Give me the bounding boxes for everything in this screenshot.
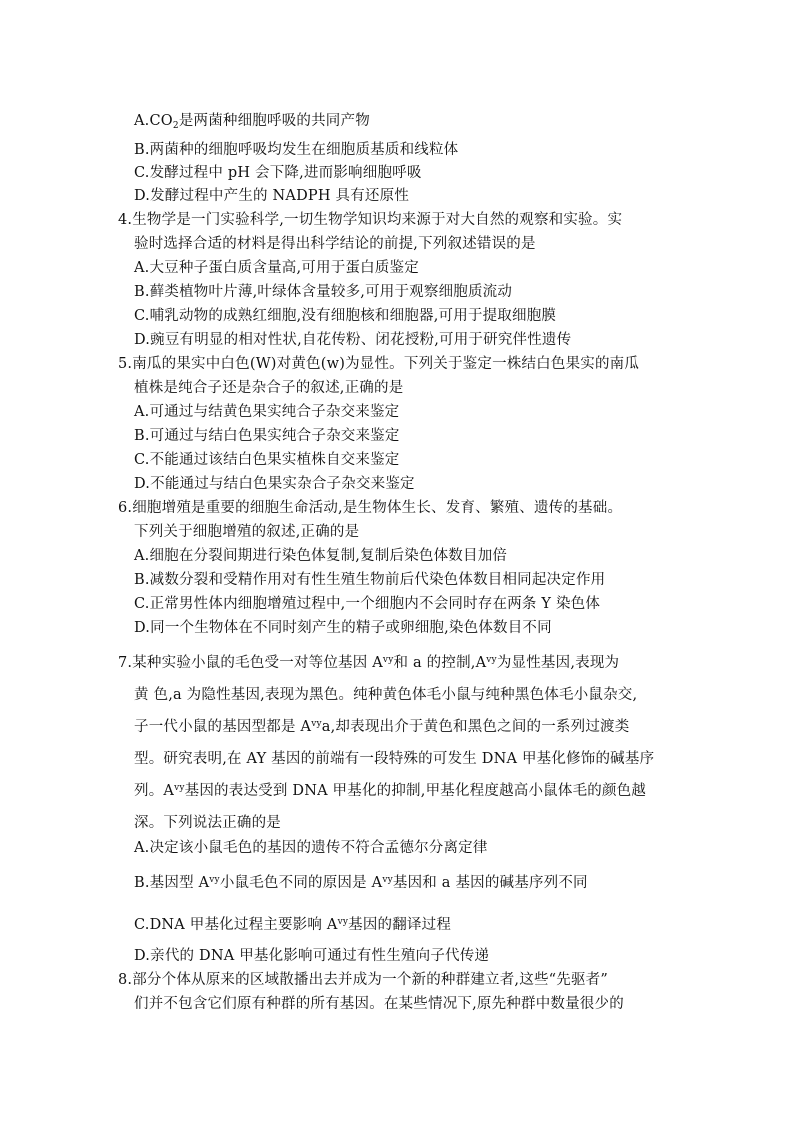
q6-option-b: B.减数分裂和受精作用对有性生殖生物前后代染色体数目相同起决定作用 [134,572,606,588]
q4-option-d: D.豌豆有明显的相对性状,自花传粉、闭花授粉,可用于研究伴性遗传 [134,332,572,348]
q4-stem-line1: 4.生物学是一门实验科学,一切生物学知识均来源于对大自然的观察和实验。实 [118,212,623,228]
q5-stem-line1: 5.南瓜的果实中白色(W)对黄色(w)为显性。下列关于鉴定一株结白色果实的南瓜 [118,356,640,372]
q7-stem-line6: 深。下列说法正确的是 [134,815,281,831]
q7-stem-line5: 列。$A^{vy}$基因的表达受到 DNA 甲基化的抑制,甲基化程度越高小鼠体毛的颜色越 [134,783,647,799]
q7-option-b: B.基因型 $A^{vy}$小鼠毛色不同的原因是 $A^{vy}$基因和 a 基因的碱基序列不同 [134,875,588,891]
q5-option-b: B.可通过与结白色果实纯合子杂交来鉴定 [134,428,400,444]
q7-option-a: A.决定该小鼠毛色的基因的遗传不符合孟德尔分离定律 [134,840,488,856]
q6-option-c: C.正常男性体内细胞增殖过程中,一个细胞内不会同时存在两条 Y 染色体 [134,596,601,612]
q7-stem-line4: 型。研究表明,在 AY 基因的前端有一段特殊的可发生 DNA 甲基化修饰的碱基序 [134,751,655,767]
q3-option-b: B.两菌种的细胞呼吸均发生在细胞质基质和线粒体 [134,142,459,158]
q6-option-a: A.细胞在分裂间期进行染色体复制,复制后染色体数目加倍 [134,548,508,564]
q3-option-a: $A.CO_2$是两菌种细胞呼吸的共同产物 [134,113,370,131]
q3-option-c: C.发酵过程中 pH 会下降,进而影响细胞呼吸 [134,165,422,181]
q5-stem-line2: 植株是纯合子还是杂合子的叙述,正确的是 [134,380,404,396]
q4-option-c: C.哺乳动物的成熟红细胞,没有细胞核和细胞器,可用于提取细胞膜 [134,308,557,324]
q5-option-c: C.不能通过该结白色果实植株自交来鉴定 [134,452,400,468]
q7-stem-line1: 7.某种实验小鼠的毛色受一对等位基因 $A^{vy}$和 a 的控制$,A^{vy}$为显性基因,表现为 [118,655,620,671]
q8-stem-line1: 8.部分个体从原来的区域散播出去并成为一个新的种群建立者,这些“先驱者” [118,972,608,988]
q5-option-d: D.不能通过与结白色果实杂合子杂交来鉴定 [134,476,415,492]
q4-option-b: B.藓类植物叶片薄,叶绿体含量较多,可用于观察细胞质流动 [134,284,513,300]
q5-option-a: A.可通过与结黄色果实纯合子杂交来鉴定 [134,404,400,420]
q7-option-d: D.亲代的 DNA 甲基化影响可通过有性生殖向子代传递 [134,948,490,964]
q7-stem-line3: 子一代小鼠的基因型都是 $A^{vy}a$,却表现出介于黄色和黑色之间的一系列过渡类 [134,719,630,735]
q6-stem-line2: 下列关于细胞增殖的叙述,正确的是 [134,524,360,540]
q3-option-d: D.发酵过程中产生的 NADPH 具有还原性 [134,188,410,204]
q7-stem-line2: 黄 色,a 为隐性基因,表现为黑色。纯种黄色体毛小鼠与纯种黑色体毛小鼠杂交, [134,687,638,703]
q8-stem-line2: 们并不包含它们原有种群的所有基因。在某些情况下,原先种群中数量很少的 [134,996,624,1012]
q4-option-a: A.大豆种子蛋白质含量高,可用于蛋白质鉴定 [134,260,419,276]
q7-option-c: C.DNA 甲基化过程主要影响 $A^{vy}$基因的翻译过程 [134,917,452,933]
q6-stem-line1: 6.细胞增殖是重要的细胞生命活动,是生物体生长、发育、繁殖、遗传的基础。 [118,500,623,516]
q6-option-d: D.同一个生物体在不同时刻产生的精子或卵细胞,染色体数目不同 [134,620,552,636]
q4-stem-line2: 验时选择合适的材料是得出科学结论的前提,下列叙述错误的是 [134,236,536,252]
